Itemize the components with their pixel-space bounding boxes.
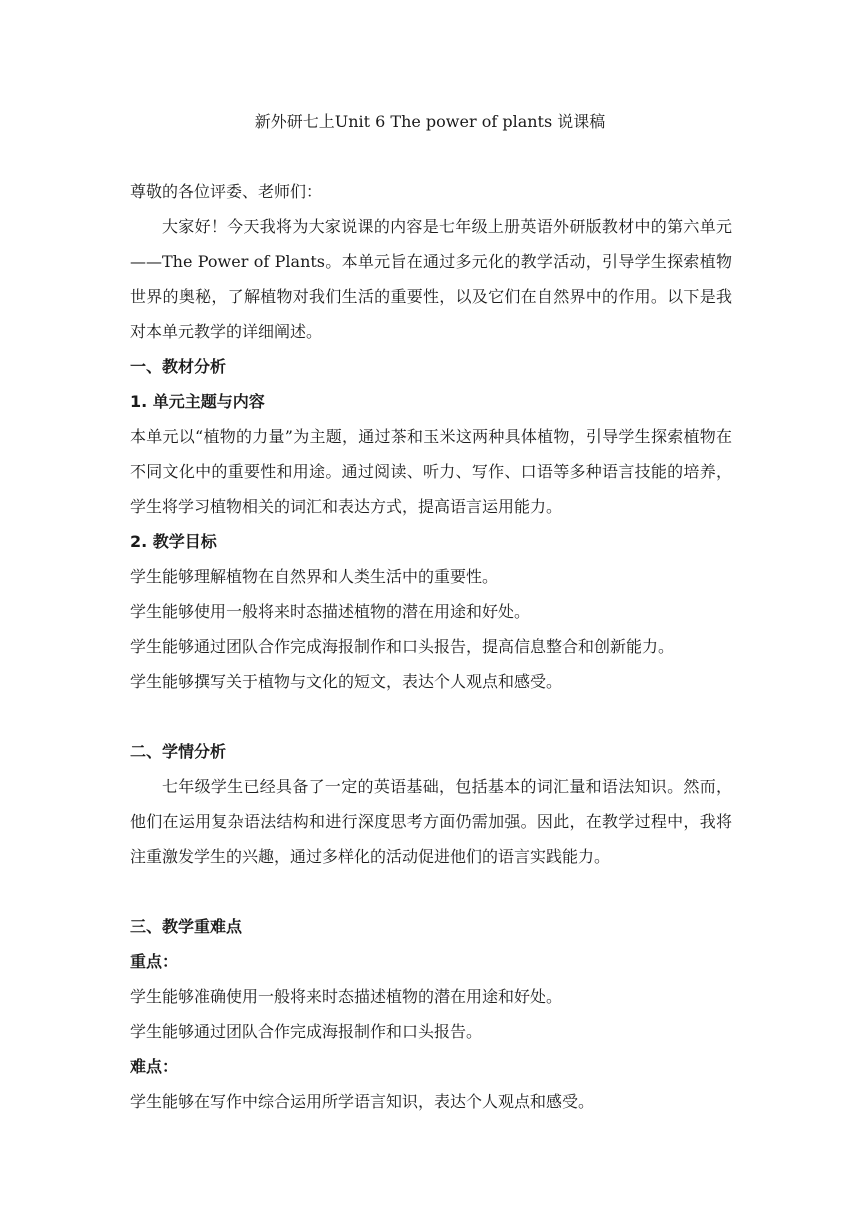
difficult-points-label: 难点： <box>130 1057 179 1076</box>
greeting: 尊敬的各位评委、老师们： <box>130 182 323 201</box>
key-point-item: 学生能够通过团队合作完成海报制作和口头报告。 <box>130 1022 483 1041</box>
goal-item: 学生能够使用一般将来时态描述植物的潜在用途和好处。 <box>130 602 531 621</box>
goal-item: 学生能够理解植物在自然界和人类生活中的重要性。 <box>130 567 499 586</box>
key-point-item: 学生能够准确使用一般将来时态描述植物的潜在用途和好处。 <box>130 987 563 1006</box>
section-heading-key-difficult: 三、教学重难点 <box>130 917 243 936</box>
goal-item: 学生能够通过团队合作完成海报制作和口头报告，提高信息整合和创新能力。 <box>130 637 675 656</box>
section-heading-materials: 一、教材分析 <box>130 357 227 376</box>
spacer <box>130 874 732 909</box>
key-points-label: 重点： <box>130 952 179 971</box>
theme-paragraph: 本单元以“植物的力量”为主题，通过茶和玉米这两种具体植物，引导学生探索植物在不同文化中的重要性和用途。通过阅读、听力、写作、口语等多种语言技能的培养，学生将学习植物相关的词汇和表达方式，提高语言运用能力。 <box>130 427 732 516</box>
goal-item: 学生能够撰写关于植物与文化的短文，表达个人观点和感受。 <box>130 672 563 691</box>
section-heading-students: 二、学情分析 <box>130 742 227 761</box>
document-body <box>130 174 732 1119</box>
subheading-theme: 1. 单元主题与内容 <box>130 392 265 411</box>
document-title: 新外研七上Unit 6 The power of plants 说课稿 <box>254 112 606 131</box>
intro-paragraph: 大家好！今天我将为大家说课的内容是七年级上册英语外研版教材中的第六单元——The Power of Plants。本单元旨在通过多元化的教学活动，引导学生探索植物世界的奥秘，了解植物对我们生活的重要性，以及它们在自然界中的作用。以下是我对本单元教学的详细阐述。 <box>130 217 732 341</box>
students-paragraph: 七年级学生已经具备了一定的英语基础，包括基本的词汇量和语法知识。然而，他们在运用复杂语法结构和进行深度思考方面仍需加强。因此，在教学过程中，我将注重激发学生的兴趣，通过多样化的活动促进他们的语言实践能力。 <box>130 777 732 866</box>
difficult-point-item: 学生能够在写作中综合运用所学语言知识，表达个人观点和感受。 <box>130 1092 595 1111</box>
subheading-goals: 2. 教学目标 <box>130 532 217 551</box>
spacer <box>130 699 732 734</box>
